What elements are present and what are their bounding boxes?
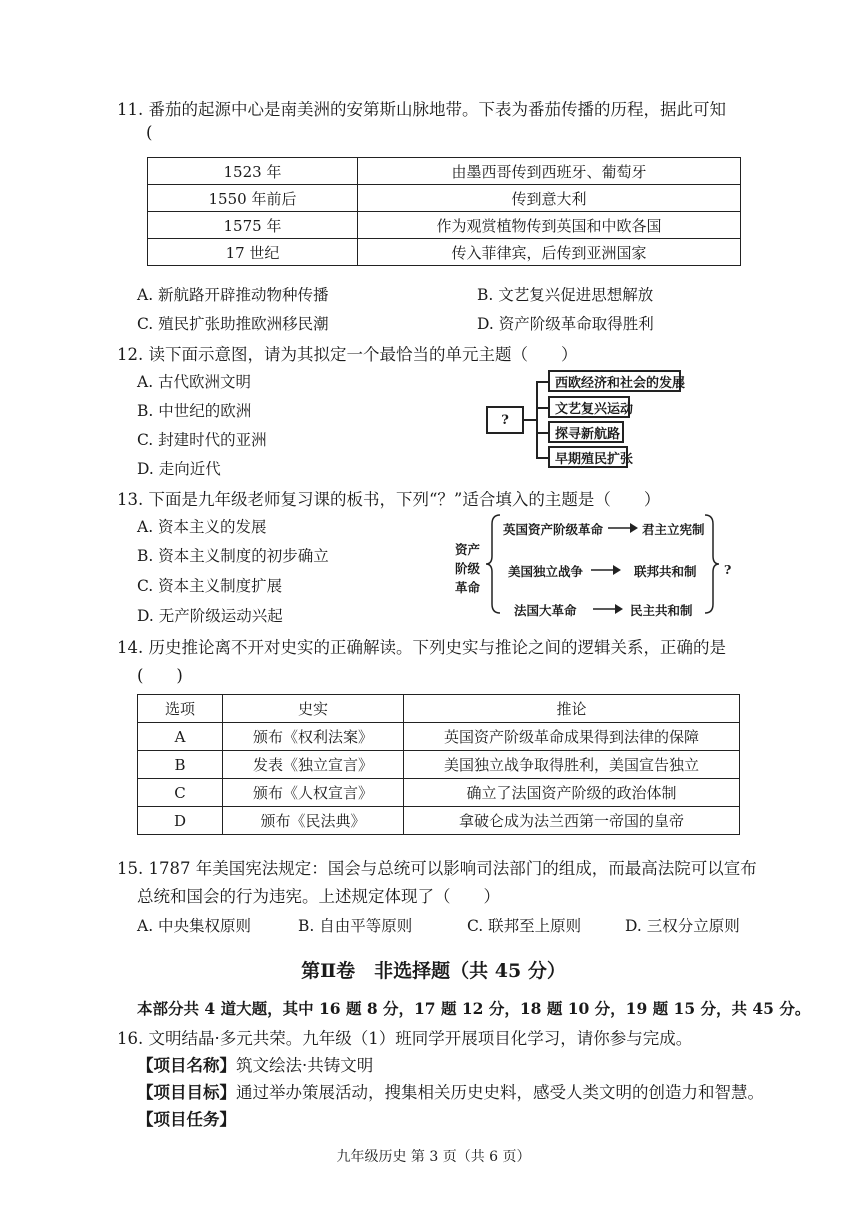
- q12-item-box: 探寻新航路: [548, 421, 624, 443]
- q12-option-c: C. 封建时代的亚洲: [137, 431, 267, 449]
- q11-time-cell: 1523 年: [148, 158, 358, 185]
- q14-inference-cell: 英国资产阶级革命成果得到法律的保障: [404, 723, 740, 751]
- q16-project-goal-value: 通过举办策展活动，搜集相关历史史料，感受人类文明的创造力和智慧。: [236, 1083, 764, 1102]
- q11-option-b: B. 文艺复兴促进思想解放: [477, 286, 654, 304]
- arrow-right-icon: [607, 522, 639, 534]
- q11-event-cell: 由墨西哥传到西班牙、葡萄牙: [358, 158, 741, 185]
- part2-intro: 本部分共 4 道大题，其中 16 题 8 分，17 题 12 分，18 题 10 分，19 题 15 分，共 45 分。: [137, 999, 811, 1018]
- q13-row-to: 联邦共和制: [634, 564, 697, 579]
- q14-header-option: 选项: [138, 695, 223, 723]
- q11-time-cell: 17 世纪: [148, 239, 358, 266]
- q13-row-from: 美国独立战争: [508, 564, 584, 579]
- q11-answer-paren: (: [146, 123, 153, 142]
- q14-fact-cell: 发表《独立宣言》: [223, 751, 404, 779]
- q12-item-box: 文艺复兴运动: [548, 396, 630, 418]
- q15-option-a: A. 中央集权原则: [137, 917, 252, 935]
- q14-header-fact: 史实: [223, 695, 404, 723]
- q13-option-d: D. 无产阶级运动兴起: [137, 607, 283, 625]
- q11-option-c: C. 殖民扩张助推欧洲移民潮: [137, 315, 329, 333]
- q15-stem-line2: 总统和国会的行为违宪。上述规定体现了（ ）: [137, 887, 500, 906]
- table-row: [138, 779, 740, 807]
- q14-table: [137, 694, 740, 835]
- q12-option-a: A. 古代欧洲文明: [137, 373, 252, 391]
- q14-option-cell: D: [138, 807, 223, 835]
- q13-stem: 13. 下面是九年级老师复习课的板书，下列“？”适合填入的主题是（ ）: [117, 490, 661, 509]
- q14-inference-cell: 确立了法国资产阶级的政治体制: [404, 779, 740, 807]
- part2-title: 第Ⅱ卷 非选择题（共 45 分）: [301, 960, 566, 982]
- q11-event-cell: 传入菲律宾，后传到亚洲国家: [358, 239, 741, 266]
- q11-option-d: D. 资产阶级革命取得胜利: [477, 315, 654, 333]
- q14-option-cell: B: [138, 751, 223, 779]
- q12-item-box: 西欧经济和社会的发展: [548, 370, 681, 392]
- q14-stem: 14. 历史推论离不开对史实的正确解读。下列史实与推论之间的逻辑关系，正确的是: [117, 638, 726, 657]
- q14-option-cell: A: [138, 723, 223, 751]
- q16-project-name-value: 筑文绘法·共铸文明: [236, 1056, 374, 1075]
- q15-stem-line1: 15. 1787 年美国宪法规定：国会与总统可以影响司法部门的组成，而最高法院可以宣布: [117, 859, 757, 878]
- q13-left-label: 资产: [455, 542, 481, 557]
- q11-event-cell: 传到意大利: [358, 185, 741, 212]
- q16-project-task-label: 【项目任务】: [137, 1110, 236, 1129]
- q13-option-c: C. 资本主义制度扩展: [137, 577, 283, 595]
- q16-project-goal-label: 【项目目标】: [137, 1083, 236, 1102]
- table-row: [138, 723, 740, 751]
- page-footer: 九年级历史 第 3 页（共 6 页）: [336, 1149, 531, 1165]
- q11-time-cell: 1550 年前后: [148, 185, 358, 212]
- q11-stem: 11. 番茄的起源中心是南美洲的安第斯山脉地带。下表为番茄传播的历程，据此可知: [117, 100, 726, 119]
- q11-option-a: A. 新航路开辟推动物种传播: [137, 286, 329, 304]
- q14-option-cell: C: [138, 779, 223, 807]
- q12-option-b: B. 中世纪的欧洲: [137, 402, 252, 420]
- table-header-row: [138, 695, 740, 723]
- table-row: [138, 807, 740, 835]
- q13-right-brace: [703, 512, 721, 617]
- q13-row-to: 民主共和制: [630, 603, 693, 618]
- q12-option-d: D. 走向近代: [137, 460, 221, 478]
- q15-option-b: B. 自由平等原则: [298, 917, 413, 935]
- arrow-right-icon: [592, 603, 624, 615]
- q11-time-cell: 1575 年: [148, 212, 358, 239]
- table-row: [148, 212, 741, 239]
- q12-item-box: 早期殖民扩张: [548, 446, 628, 468]
- q14-inference-cell: 美国独立战争取得胜利，美国宣告独立: [404, 751, 740, 779]
- q13-row-from: 英国资产阶级革命: [503, 522, 604, 537]
- table-row: [148, 185, 741, 212]
- q13-left-brace: [484, 512, 502, 617]
- q16-project-goal: [137, 1079, 764, 1103]
- q12-bracket: [536, 381, 538, 458]
- q11-table: [147, 157, 741, 266]
- table-row: [148, 158, 741, 185]
- q13-row-from: 法国大革命: [514, 603, 577, 618]
- q12-center-box: ?: [486, 406, 524, 434]
- q14-header-inference: 推论: [404, 695, 740, 723]
- table-row: [148, 239, 741, 266]
- q11-event-cell: 作为观赏植物传到英国和中欧各国: [358, 212, 741, 239]
- q14-fact-cell: 颁布《民法典》: [223, 807, 404, 835]
- q12-stem: 12. 读下面示意图，请为其拟定一个最恰当的单元主题（ ）: [117, 345, 578, 364]
- q13-option-a: A. 资本主义的发展: [137, 518, 267, 536]
- q13-row-to: 君主立宪制: [642, 522, 705, 537]
- q14-fact-cell: 颁布《人权宣言》: [223, 779, 404, 807]
- q14-answer-paren: ( ): [137, 666, 183, 685]
- q13-left-label: 阶级: [455, 561, 481, 576]
- q16-stem: 16. 文明结晶·多元共荣。九年级（1）班同学开展项目化学习，请你参与完成。: [117, 1029, 693, 1048]
- q16-project-name: [137, 1052, 373, 1076]
- q13-option-b: B. 资本主义制度的初步确立: [137, 547, 329, 565]
- q14-fact-cell: 颁布《权利法案》: [223, 723, 404, 751]
- q13-left-label: 革命: [455, 580, 481, 595]
- arrow-right-icon: [590, 564, 622, 576]
- q16-project-name-label: 【项目名称】: [137, 1056, 236, 1075]
- q14-inference-cell: 拿破仑成为法兰西第一帝国的皇帝: [404, 807, 740, 835]
- table-row: [138, 751, 740, 779]
- q15-option-d: D. 三权分立原则: [625, 917, 740, 935]
- q13-right-label: ?: [724, 562, 732, 577]
- q15-option-c: C. 联邦至上原则: [467, 917, 582, 935]
